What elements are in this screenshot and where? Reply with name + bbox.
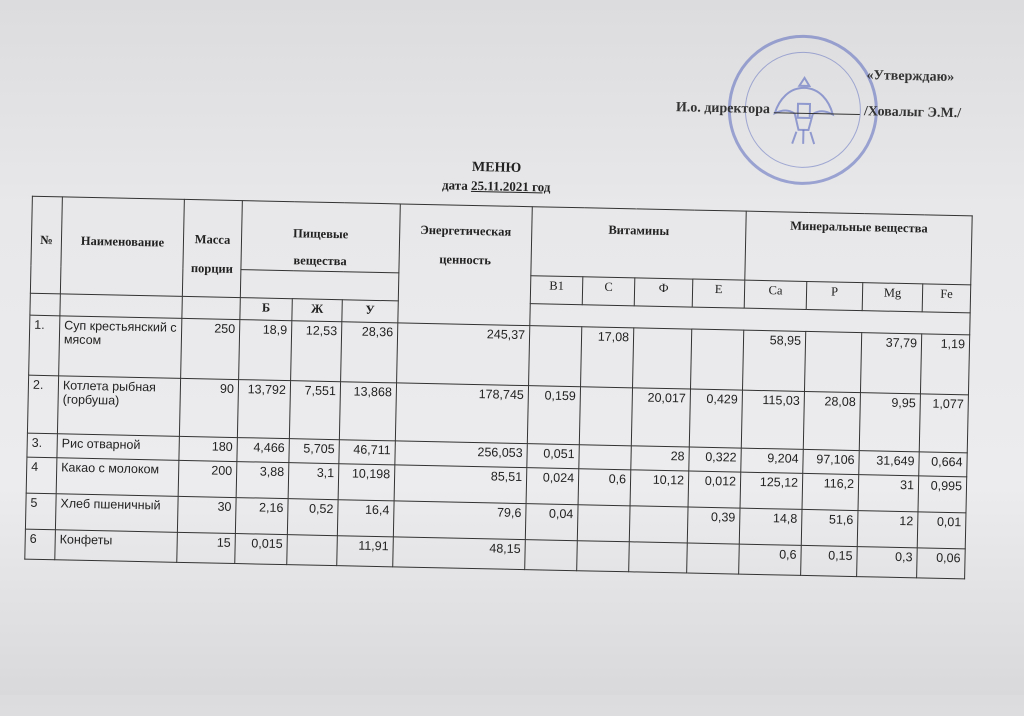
col-mg: Mg — [862, 283, 923, 312]
col-num: № — [30, 196, 62, 294]
col-e: Е — [692, 279, 745, 308]
cell-fe: 0,995 — [918, 476, 967, 513]
cell-fe: 1,19 — [920, 334, 969, 395]
cell-ca: 9,204 — [741, 448, 803, 473]
cell-fe: 0,06 — [917, 548, 966, 579]
col-energy — [398, 204, 532, 326]
cell-c: 17,08 — [581, 327, 634, 388]
cell-energy: 79,6 — [393, 501, 526, 540]
cell-num: 5 — [25, 493, 56, 530]
cell-mass: 15 — [177, 532, 236, 563]
cell-f — [629, 542, 688, 573]
cell-mass: 180 — [179, 436, 237, 461]
cell-mg: 9,95 — [859, 393, 920, 452]
cell-f: 20,017 — [631, 388, 690, 447]
cell-ca: 125,12 — [740, 472, 803, 509]
col-c: С — [582, 277, 635, 306]
cell-u: 11,91 — [337, 536, 394, 567]
cell-energy: 245,37 — [397, 323, 530, 386]
cell-mg: 31,649 — [859, 451, 919, 476]
cell-mass: 250 — [181, 318, 240, 379]
cell-c — [579, 387, 632, 446]
cell-f — [633, 328, 692, 389]
cell-e — [691, 329, 744, 390]
cell-mg: 12 — [857, 511, 918, 548]
cell-c — [577, 541, 630, 572]
col-nutrients — [241, 201, 400, 273]
cell-ca: 14,8 — [739, 508, 802, 545]
cell-zh: 12,53 — [291, 321, 342, 382]
cell-num: 1. — [29, 315, 60, 376]
cell-u: 46,711 — [339, 440, 395, 465]
cell-mg: 37,79 — [860, 333, 921, 394]
menu-table-body — [25, 315, 970, 579]
date-label: дата — [441, 177, 468, 193]
cell-num: 2. — [27, 375, 58, 434]
director-signature-line — [676, 100, 962, 122]
cell-name: Котлета рыбная (горбуша) — [57, 376, 180, 437]
menu-table — [24, 196, 972, 580]
col-ca: Са — [744, 280, 807, 309]
cell-zh: 7,551 — [289, 381, 340, 440]
col-f: Ф — [634, 278, 693, 307]
cell-name: Хлеб пшеничный — [55, 494, 178, 533]
cell-e: 0,322 — [689, 447, 741, 472]
cell-b1 — [529, 326, 582, 387]
cell-f — [629, 506, 688, 543]
page-title: МЕНЮ — [471, 159, 522, 176]
cell-num: 6 — [25, 529, 56, 560]
cell-energy: 256,053 — [395, 441, 527, 468]
cell-ca: 115,03 — [741, 390, 804, 449]
col-u: У — [342, 300, 398, 323]
cell-b: 2,16 — [235, 498, 288, 535]
col-fe: Fe — [922, 284, 971, 313]
cell-b: 3,88 — [236, 462, 289, 499]
cell-c — [577, 505, 630, 542]
cell-b: 13,792 — [237, 380, 290, 439]
col-b: Б — [240, 298, 292, 321]
mass-spacer — [182, 296, 240, 319]
name-spacer — [60, 294, 182, 319]
cell-name: Суп крестьянский с мясом — [59, 316, 182, 379]
director-name: /Ховалыг Э.М./ — [863, 104, 962, 122]
col-energy-line2: ценность — [439, 252, 492, 268]
cell-energy: 85,51 — [394, 465, 527, 504]
cell-name: Какао с молоком — [56, 458, 179, 497]
cell-fe: 0,664 — [919, 452, 967, 477]
signature-underline — [774, 112, 860, 115]
cell-e: 0,012 — [688, 471, 741, 508]
cell-u: 10,198 — [338, 464, 395, 501]
cell-fe: 1,077 — [919, 394, 968, 453]
col-nutrients-line2: вещества — [293, 253, 347, 269]
cell-mass: 90 — [179, 378, 238, 437]
cell-name: Конфеты — [55, 530, 178, 563]
director-label: И.о. директора — [675, 100, 771, 118]
cell-c — [579, 445, 631, 470]
cell-mg: 0,3 — [857, 547, 918, 578]
cell-zh: 0,52 — [287, 499, 338, 536]
col-b1: В1 — [530, 276, 583, 305]
cell-b1 — [525, 540, 578, 571]
cell-num: 4 — [26, 457, 57, 494]
cell-b1: 0,159 — [527, 386, 580, 445]
cell-p: 51,6 — [801, 509, 858, 546]
cell-b1: 0,051 — [527, 444, 579, 469]
cell-e — [687, 543, 740, 574]
cell-f: 10,12 — [630, 470, 689, 507]
cell-name: Рис отварной — [57, 434, 179, 461]
cell-u: 13,868 — [339, 382, 396, 441]
cell-mass: 200 — [178, 460, 237, 497]
cell-energy: 178,745 — [395, 383, 528, 444]
col-vitamins: Витамины — [531, 207, 746, 280]
cell-f: 28 — [631, 446, 689, 471]
cell-p: 28,08 — [803, 391, 860, 450]
cell-e: 0,429 — [689, 389, 742, 448]
cell-b: 0,015 — [235, 534, 288, 565]
col-mass — [182, 199, 242, 297]
col-nutrients-line1: Пищевые — [292, 226, 349, 242]
date-value: 25.11.2021 год — [470, 177, 551, 195]
cell-b1: 0,024 — [526, 468, 579, 505]
cell-fe: 0,01 — [917, 512, 966, 549]
col-mass-line1: Масса — [194, 232, 231, 247]
cell-num: 3. — [27, 433, 57, 458]
cell-b1: 0,04 — [525, 504, 578, 541]
cell-zh: 5,705 — [289, 439, 339, 464]
cell-ca: 58,95 — [742, 330, 805, 391]
cell-b: 4,466 — [237, 438, 289, 463]
col-name: Наименование — [60, 197, 184, 297]
col-energy-line1: Энергетическая — [420, 222, 512, 239]
col-minerals: Минеральные вещества — [745, 211, 972, 285]
cell-u: 16,4 — [337, 500, 394, 537]
cell-c: 0,6 — [578, 469, 631, 506]
cell-p: 0,15 — [801, 545, 858, 576]
cell-ca: 0,6 — [739, 544, 802, 575]
cell-mg: 31 — [858, 475, 919, 512]
cell-energy: 48,15 — [393, 537, 526, 570]
cell-p — [804, 331, 861, 392]
cell-mass: 30 — [177, 496, 236, 533]
cell-e: 0,39 — [687, 507, 740, 544]
approve-heading: «Утверждаю» — [866, 68, 955, 85]
num-spacer — [30, 293, 60, 316]
cell-zh — [287, 535, 338, 566]
col-p: Р — [806, 281, 863, 310]
cell-u: 28,36 — [341, 322, 398, 383]
nutrients-spacer — [240, 270, 399, 301]
cell-zh: 3,1 — [288, 463, 339, 500]
col-mass-line2: порции — [190, 261, 234, 276]
cell-p: 97,106 — [803, 449, 859, 474]
cell-b: 18,9 — [239, 320, 292, 381]
cell-p: 116,2 — [802, 473, 859, 510]
col-zh: Ж — [292, 299, 342, 322]
